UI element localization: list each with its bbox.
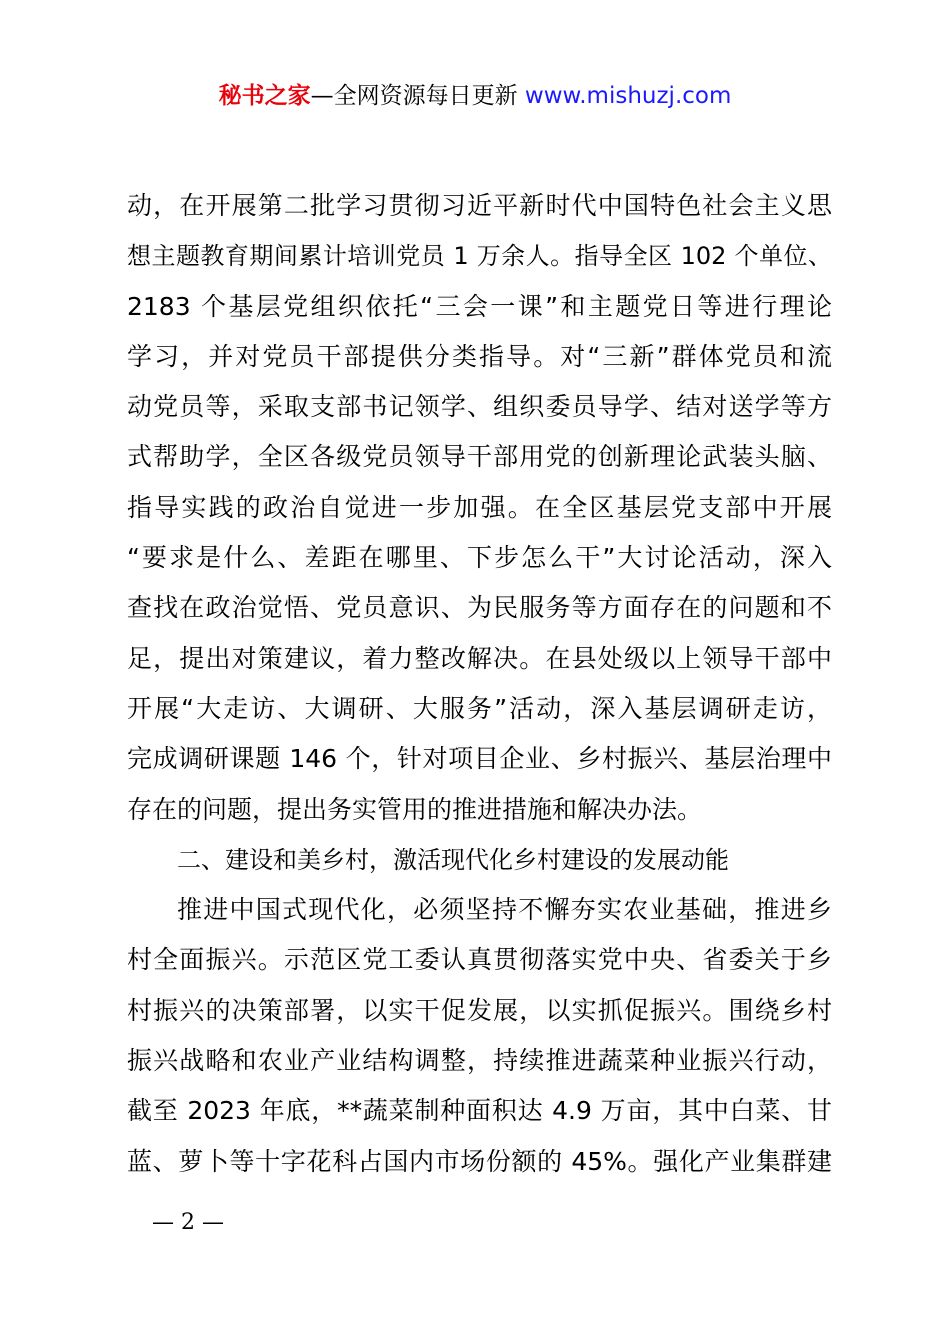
body-line: 推进中国式现代化，必须坚持不懈夯实农业基础，推进乡	[177, 895, 832, 925]
body-line: 存在的问题，提出务实管用的推进措施和解决办法。	[127, 794, 703, 824]
body-line: 完成调研课题 146 个，针对项目企业、乡村振兴、基层治理中	[127, 744, 832, 774]
body-line: 村全面振兴。示范区党工委认真贯彻落实党中央、省委关于乡	[127, 945, 832, 975]
body-line: 蓝、萝卜等十字花科占国内市场份额的 45%。强化产业集群建	[127, 1146, 832, 1176]
section-heading: 二、建设和美乡村，激活现代化乡村建设的发展动能	[177, 845, 729, 874]
body-line: 截至 2023 年底，**蔬菜制种面积达 4.9 万亩，其中白菜、甘	[127, 1096, 832, 1126]
body-line: 2183 个基层党组织依托“三会一课”和主题党日等进行理论	[127, 291, 832, 321]
page-number: — 2 —	[152, 1210, 224, 1235]
site-brand: 秘书之家	[218, 83, 311, 109]
body-line: “要求是什么、差距在哪里、下步怎么干”大讨论活动，深入	[127, 543, 832, 573]
body-line: 指导实践的政治自觉进一步加强。在全区基层党支部中开展	[127, 492, 832, 522]
body-line: 动，在开展第二批学习贯彻习近平新时代中国特色社会主义思	[127, 191, 832, 220]
body-line: 想主题教育期间累计培训党员 1 万余人。指导全区 102 个单位、	[127, 242, 832, 271]
body-line: 足，提出对策建议，着力整改解决。在县处级以上领导干部中	[127, 643, 832, 673]
body-line: 学习，并对党员干部提供分类指导。对“三新”群体党员和流	[127, 341, 832, 371]
site-url-link[interactable]: www.mishuzj.com	[524, 83, 732, 109]
body-line: 式帮助学，全区各级党员领导干部用党的创新理论武装头脑、	[127, 442, 832, 472]
document-body	[127, 181, 832, 1187]
body-line: 查找在政治觉悟、党员意识、为民服务等方面存在的问题和不	[127, 593, 832, 623]
body-line: 振兴战略和农业产业结构调整，持续推进蔬菜种业振兴行动，	[127, 1046, 832, 1076]
site-header	[0, 80, 950, 112]
body-line: 村振兴的决策部署，以实干促发展，以实抓促振兴。围绕乡村	[127, 995, 832, 1025]
body-line: 开展“大走访、大调研、大服务”活动，深入基层调研走访，	[127, 693, 832, 723]
body-line: 动党员等，采取支部书记领学、组织委员导学、结对送学等方	[127, 392, 832, 422]
site-tagline: —全网资源每日更新	[310, 83, 518, 109]
